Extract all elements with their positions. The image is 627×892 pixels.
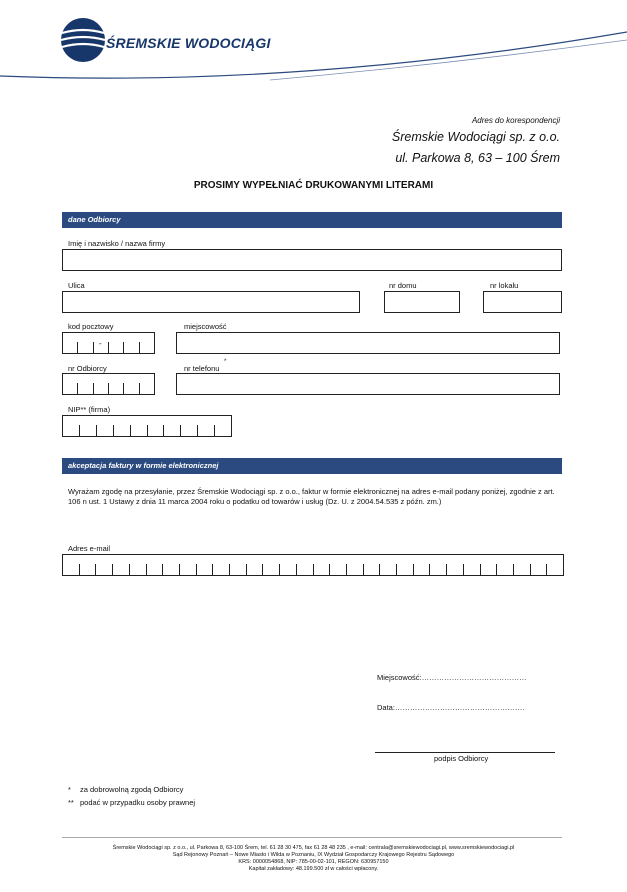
footer-line-2: Sąd Rejonowy Poznań – Nowe Miasto i Wilda w Poznaniu, IX Wydział Gospodarczy Krajowego Rejestru Sądowego xyxy=(172,852,455,858)
footer-line-1: Śremskie Wodociągi sp. z o.o., ul. Parkowa 8, 63-100 Śrem, tel. 61 28 30 475, fax 61 28 48 235 , e-mail: centrala@sremskiewodociagi.pl, www.sremskiewodociagi.pl xyxy=(112,845,515,851)
city-label: miejscowość xyxy=(184,322,227,331)
signature-label: podpis Odbiorcy xyxy=(434,754,489,763)
flat-number-field[interactable] xyxy=(483,291,562,313)
house-number-label: nr domu xyxy=(389,281,417,290)
flat-number-label: nr lokalu xyxy=(490,281,519,290)
postal-code-dash: - xyxy=(99,339,102,348)
footnote-1: za dobrowolną zgodą Odbiorcy xyxy=(80,785,184,794)
section-heading-e-invoice: akceptacja faktury w formie elektronicznej xyxy=(62,458,562,474)
logo-globe-icon xyxy=(61,18,105,62)
nip-field[interactable] xyxy=(62,415,232,437)
street-label: Ulica xyxy=(68,281,85,290)
customer-number-field[interactable] xyxy=(62,373,155,395)
house-number-field[interactable] xyxy=(384,291,460,313)
footnote-2-mark: ** xyxy=(68,798,74,807)
logo-swoosh xyxy=(0,0,627,90)
address-street: ul. Parkowa 8, 63 – 100 Śrem xyxy=(395,151,560,165)
footer-line-3: KRS: 0000054868, NIP: 785-00-02-101, REGON: 630957150 xyxy=(238,859,389,865)
logo-text: ŚREMSKIE WODOCIĄGI xyxy=(106,35,271,51)
email-field[interactable] xyxy=(62,554,564,576)
footnote-1-mark: * xyxy=(68,785,71,794)
form-title: PROSIMY WYPEŁNIAĆ DRUKOWANYMI LITERAMI xyxy=(193,180,434,191)
footnote-2: podać w przypadku osoby prawnej xyxy=(80,798,196,807)
customer-number-label: nr Odbiorcy xyxy=(68,364,107,373)
footer-line-4: Kapitał zakładowy: 48.199.500 zł w całości wpłacony. xyxy=(248,866,379,872)
postal-code-field[interactable] xyxy=(62,332,155,354)
phone-label: nr telefonu xyxy=(184,364,220,373)
place-line: Miejscowość:…………………………………… xyxy=(377,673,527,682)
name-field[interactable] xyxy=(62,249,562,271)
consent-text: Wyrażam zgodę na przesyłanie, przez Śremskie Wodociągi sp. z o.o., faktur w formie elektronicznej na adres e-mail podany poniżej, zgodnie z art. 106 n ust. 1 Ustawy z dnia 11 marca 2004 roku o podatku od towarów i usług (Dz. U. z 2004.54.535 z późn. zm.) xyxy=(68,487,555,506)
address-company: Śremskie Wodociągi sp. z o.o. xyxy=(391,130,560,144)
postal-code-label: kod pocztowy xyxy=(68,322,114,331)
name-label: Imię i nazwisko / nazwa firmy xyxy=(68,239,166,248)
nip-label: NIP** (firma) xyxy=(68,405,111,414)
footer-divider xyxy=(62,837,562,838)
city-field[interactable] xyxy=(176,332,560,354)
phone-field[interactable] xyxy=(176,373,560,395)
section-heading-customer: dane Odbiorcy xyxy=(62,212,562,228)
phone-footnote-mark: * xyxy=(224,359,227,365)
street-field[interactable] xyxy=(62,291,360,313)
email-label: Adres e-mail xyxy=(68,544,111,553)
signature-line[interactable] xyxy=(375,752,555,753)
date-line: Data:……………………………………………. xyxy=(377,703,525,712)
address-label: Adres do korespondencji xyxy=(471,116,560,125)
